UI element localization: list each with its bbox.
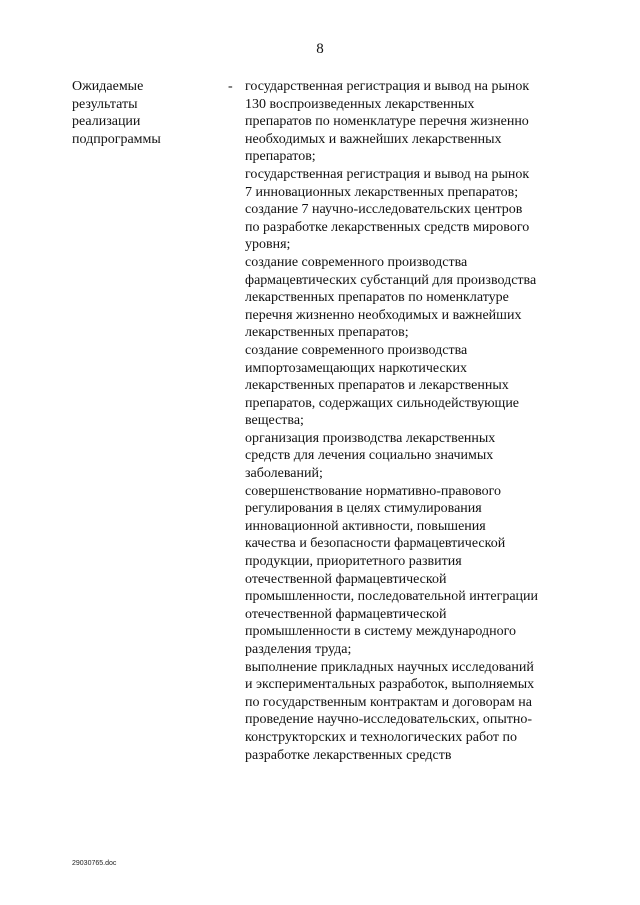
- footer-filename: 29030765.doc: [72, 860, 117, 867]
- content-line: и экспериментальных разработок, выполняемых: [245, 677, 535, 693]
- content-line: создание современного производства: [245, 342, 468, 358]
- content-line: разработке лекарственных средств: [245, 747, 452, 763]
- content-line: фармацевтических субстанций для производства: [245, 272, 537, 288]
- content-line: импортозамещающих наркотических: [245, 360, 467, 376]
- content-line: по разработке лекарственных средств мирового: [245, 219, 530, 235]
- content-line: качества и безопасности фармацевтической: [245, 536, 506, 552]
- content-line: по государственным контрактам и договорам на: [245, 694, 532, 710]
- content-line: организация производства лекарственных: [245, 430, 496, 446]
- content-line: лекарственных препаратов;: [245, 325, 409, 341]
- section-label-line: реализации: [72, 114, 141, 130]
- page-number: 8: [316, 41, 324, 57]
- section-label-line: подпрограммы: [72, 131, 161, 147]
- content-line: лекарственных препаратов и лекарственных: [245, 378, 509, 394]
- content-line: препаратов, содержащих сильнодействующие: [245, 395, 520, 411]
- section-label-line: результаты: [72, 96, 138, 112]
- content-line: разделения труда;: [245, 642, 352, 657]
- content-line: совершенствование нормативно-правового: [245, 483, 502, 499]
- content-line: препаратов по номенклатуре перечня жизненно: [245, 114, 529, 130]
- section-label: [72, 78, 212, 148]
- section-label-line: Ожидаемые: [72, 79, 144, 94]
- content-line: промышленности в систему международного: [245, 624, 517, 640]
- content-line: препаратов;: [245, 149, 316, 165]
- separator-dash: -: [228, 79, 233, 94]
- content-line: государственная регистрация и вывод на рынок: [245, 79, 530, 94]
- content-line: регулирования в целях стимулирования: [245, 501, 482, 517]
- content-line: создание 7 научно-исследовательских центров: [245, 202, 523, 218]
- content-line: лекарственных препаратов по номенклатуре: [245, 290, 509, 306]
- content-line: средств для лечения социально значимых: [245, 448, 494, 464]
- content-line: необходимых и важнейших лекарственных: [245, 131, 502, 147]
- content-line: уровня;: [245, 237, 291, 253]
- content-line: конструкторских и технологических работ по: [245, 729, 518, 745]
- content-line: промышленности, последовательной интеграции: [245, 589, 539, 605]
- expected-results-text: [245, 78, 585, 764]
- content-line: государственная регистрация и вывод на рынок: [245, 166, 530, 182]
- content-line: отечественной фармацевтической: [245, 606, 447, 622]
- content-line: заболеваний;: [245, 466, 323, 482]
- content-line: проведение научно-исследовательских, опытно-: [245, 712, 532, 728]
- content-line: выполнение прикладных научных исследований: [245, 659, 534, 675]
- content-line: перечня жизненно необходимых и важнейших: [245, 307, 522, 323]
- content-line: 130 воспроизведенных лекарственных: [245, 96, 475, 112]
- content-line: вещества;: [245, 413, 304, 429]
- content-line: создание современного производства: [245, 254, 468, 270]
- content-line: отечественной фармацевтической: [245, 571, 447, 587]
- content-line: продукции, приоритетного развития: [245, 554, 462, 570]
- content-line: инновационной активности, повышения: [245, 518, 486, 534]
- content-line: 7 инновационных лекарственных препаратов;: [245, 184, 519, 200]
